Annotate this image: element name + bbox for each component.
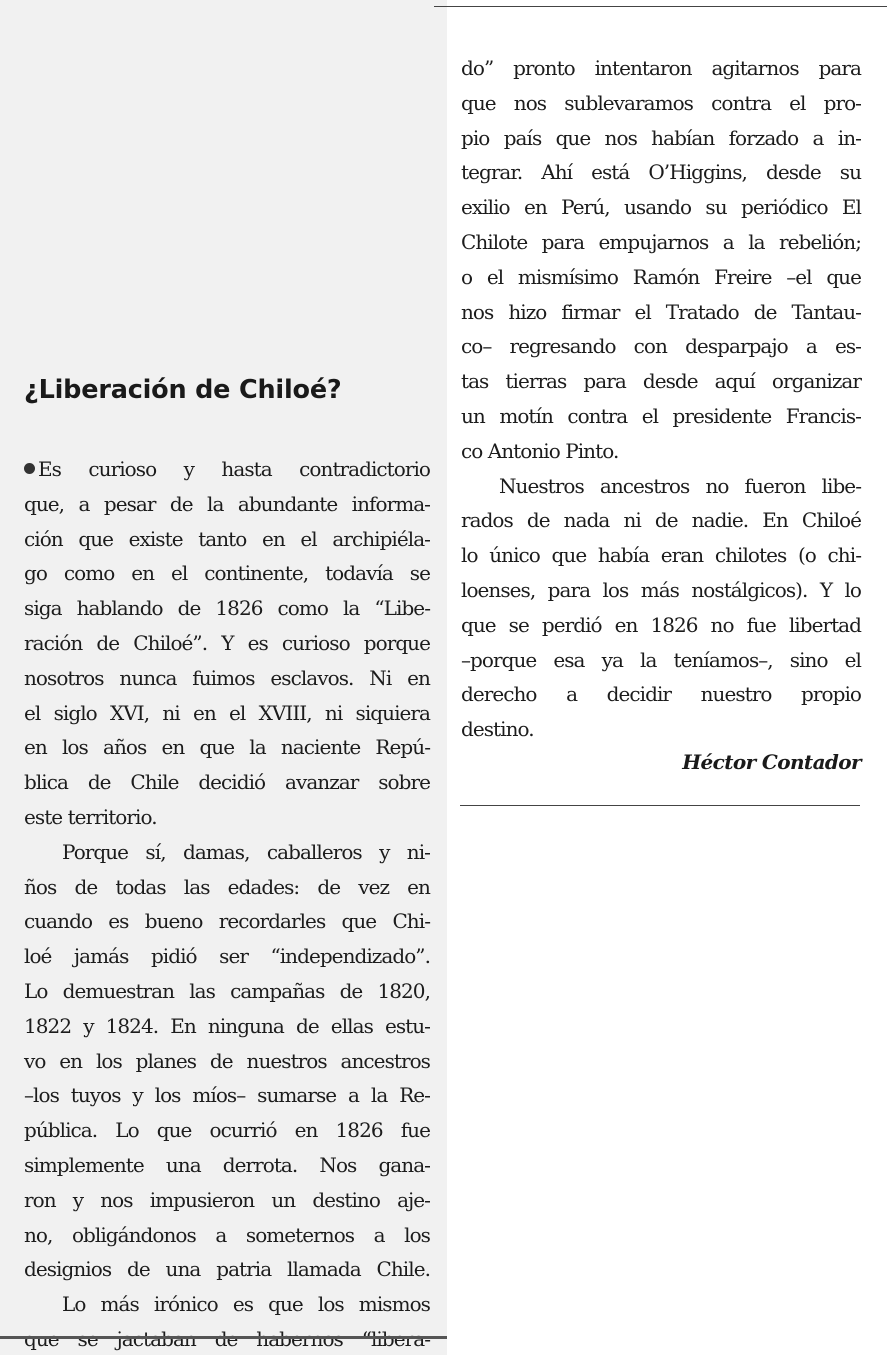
article-headline: ¿Liberación de Chiloé?	[24, 375, 342, 405]
text-line: loé jamás pidió ser “independizado”.	[24, 944, 430, 969]
text-line: pio país que nos habían forzado a in-	[461, 125, 861, 150]
article-right-column	[461, 51, 861, 747]
text-line: rados de nada ni de nadie. En Chiloé	[461, 508, 861, 533]
text-line: Es curioso y hasta contradictorio	[24, 452, 430, 487]
text-line: siga hablando de 1826 como la “Libe-	[24, 596, 430, 621]
text-line: ños de todas las edades: de vez en	[24, 874, 430, 899]
text-line: tas tierras para desde aquí organizar	[461, 369, 861, 394]
text-line: designios de una patria llamada Chile.	[24, 1257, 430, 1282]
text-line: destino.	[461, 717, 534, 742]
text-line: Lo demuestran las campañas de 1820,	[24, 978, 430, 1003]
text-line: o el mismísimo Ramón Freire –el que	[461, 264, 861, 289]
text-line: blica de Chile decidió avanzar sobre	[24, 770, 430, 795]
author-signature: Héctor Contador	[682, 750, 861, 774]
text-line: do” pronto intentaron agitarnos para	[461, 56, 861, 80]
text-line: que se jactaban de habernos “libera-	[24, 1326, 430, 1351]
text-line: no, obligándonos a someternos a los	[24, 1222, 430, 1247]
text-line: Chilote para empujarnos a la rebelión;	[461, 229, 861, 254]
text-line: nos hizo firmar el Tratado de Tantau-	[461, 299, 861, 324]
top-divider-rule	[434, 6, 887, 7]
text-line: cuando es bueno recordarles que Chi-	[24, 909, 430, 934]
text-line: ron y nos impusieron un destino aje-	[24, 1187, 430, 1212]
text-line: 1822 y 1824. En ninguna de ellas estu-	[24, 1013, 430, 1038]
text-line: co– regresando con desparpajo a es-	[461, 334, 861, 359]
text-line: loenses, para los más nostálgicos). Y lo	[461, 577, 861, 602]
signature-divider-rule	[460, 805, 860, 806]
text-line: co Antonio Pinto.	[461, 438, 619, 463]
text-line: en los años en que la naciente Repú-	[24, 735, 430, 760]
text-line: simplemente una derrota. Nos gana-	[24, 1152, 430, 1177]
bullet-icon	[24, 463, 35, 474]
text-line: un motín contra el presidente Francis-	[461, 403, 861, 428]
text-line: –porque esa ya la teníamos–, sino el	[461, 647, 861, 672]
text-line: que, a pesar de la abundante informa-	[24, 491, 430, 516]
text-line: ración de Chiloé”. Y es curioso porque	[24, 630, 430, 655]
text-line: este territorio.	[24, 804, 157, 829]
text-line: Lo más irónico es que los mismos	[62, 1292, 430, 1317]
text-line: –los tuyos y los míos– sumarse a la Re-	[24, 1083, 430, 1108]
article-left-column	[24, 452, 430, 1357]
bottom-divider-rule	[0, 1336, 447, 1339]
text-line: vo en los planes de nuestros ancestros	[24, 1048, 430, 1073]
text-line: tegrar. Ahí está O’Higgins, desde su	[461, 160, 861, 185]
text-line: Porque sí, damas, caballeros y ni-	[62, 839, 430, 864]
text-line: nosotros nunca fuimos esclavos. Ni en	[24, 665, 430, 690]
text-line: go como en el continente, todavía se	[24, 561, 430, 586]
text-line: lo único que había eran chilotes (o chi-	[461, 543, 861, 568]
text-line: exilio en Perú, usando su periódico El	[461, 195, 861, 220]
text-line: que nos sublevaramos contra el pro-	[461, 90, 861, 115]
text-line: que se perdió en 1826 no fue libertad	[461, 612, 861, 637]
text-line: derecho a decidir nuestro propio	[461, 682, 861, 707]
text-line: Nuestros ancestros no fueron libe-	[499, 473, 861, 498]
text-line: ción que existe tanto en el archipiéla-	[24, 526, 430, 551]
text-line: pública. Lo que ocurrió en 1826 fue	[24, 1118, 430, 1143]
text-line: el siglo XVI, ni en el XVIII, ni siquiera	[24, 700, 430, 725]
